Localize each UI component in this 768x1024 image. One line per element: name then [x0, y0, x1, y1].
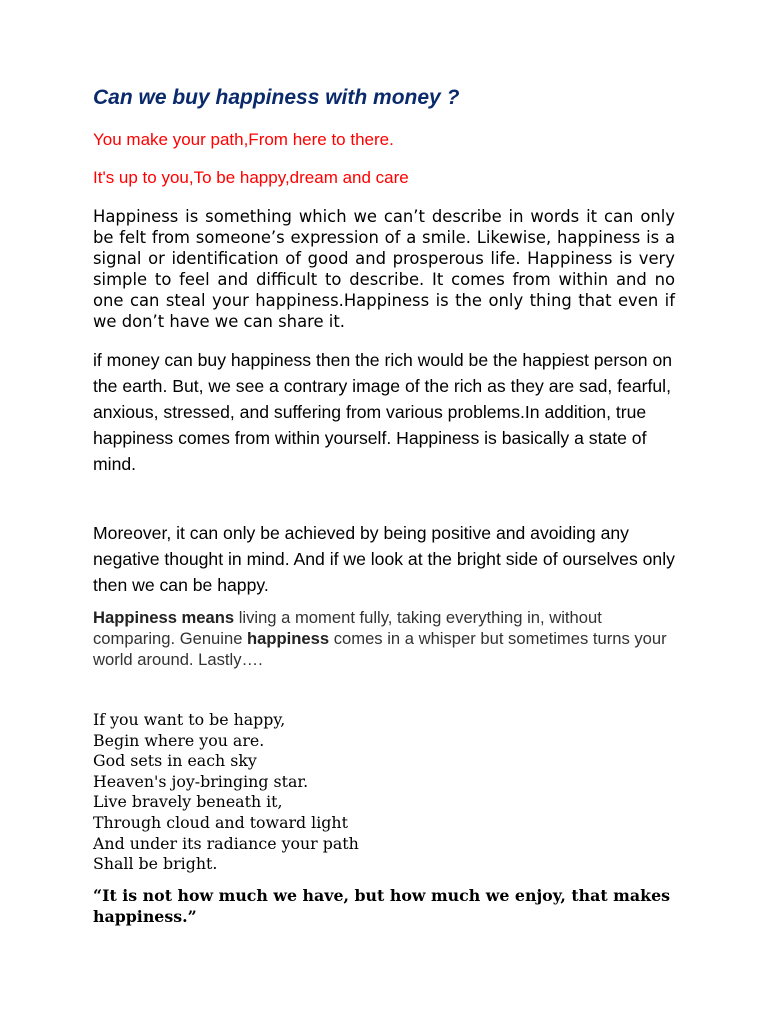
poem-line: If you want to be happy,	[93, 710, 286, 729]
red-verse-line: You make your path,From here to there.	[93, 130, 394, 149]
paragraph-text: living a moment fully, taking everything in, without comparing. Genuine	[93, 608, 602, 648]
poem-line: Live bravely beneath it,	[93, 792, 283, 812]
document-page	[93, 0, 675, 1024]
red-verse-line: It's up to you,To be happy,dream and care	[93, 168, 409, 187]
poem-line: Shall be bright.	[93, 854, 218, 874]
poem-line: Begin where you are.	[93, 730, 265, 750]
poem	[93, 710, 359, 875]
paragraph-money-and-rich: if money can buy happiness then the rich would be the happiest person on the earth. But, we see a contrary image of the rich as they are sad, fearful, anxious, stressed, and suffering from various problems.In addition, true happiness comes from within yourself. Happiness is basically a state of mind.	[93, 350, 673, 474]
poem-line: And under its radiance your path	[93, 833, 359, 853]
paragraph-positive-thinking: Moreover, it can only be achieved by being positive and avoiding any negative thought in mind. And if we look at the bright side of ourselves only then we can be happy.	[93, 523, 675, 595]
paragraph-happiness-definition: Happiness is something which we can’t describe in words it can only be felt from someone’s expression of a smile. Likewise, happiness is a signal or identification of good and prosperous life. Happiness is very simple to feel and difficult to describe. It comes from within and no one can steal your happiness.Happiness is the only thing that even if we don’t have we can share it.	[93, 207, 675, 331]
poem-line: Through cloud and toward light	[93, 812, 348, 832]
poem-line: Heaven's joy-bringing star.	[93, 771, 309, 791]
paragraph-text: comes in a whisper but sometimes turns your world around. Lastly….	[93, 629, 667, 669]
paragraph-happiness-means	[93, 607, 675, 670]
bold-phrase: happiness	[247, 629, 330, 648]
document-title: Can we buy happiness with money ?	[93, 86, 460, 109]
poem-line: God sets in each sky	[93, 751, 257, 771]
closing-quote: “It is not how much we have, but how much we enjoy, that makes happiness.”	[93, 886, 671, 926]
bold-phrase: Happiness means	[93, 608, 235, 627]
